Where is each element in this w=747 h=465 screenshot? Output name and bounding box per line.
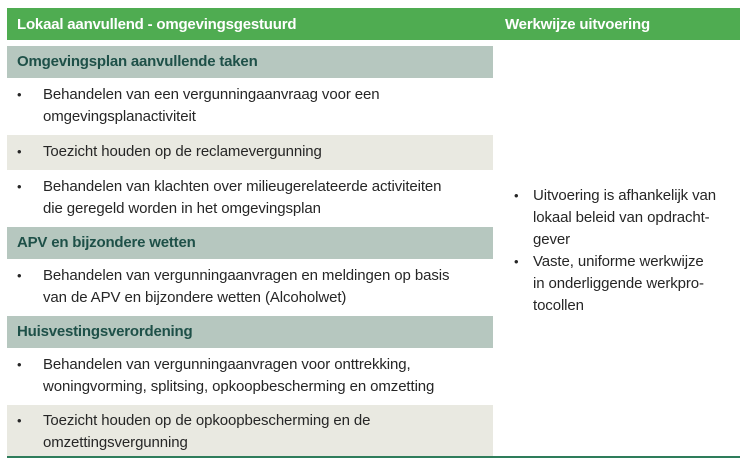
list-item-text [43,265,493,309]
text-line: Uitvoering is afhankelijk van [533,187,717,204]
text-line: Behandelen van vergunningaanvragen voor onttrekking, [43,356,411,373]
text-line: omzettingsvergunning [43,434,188,451]
text-line: omgevingsplanactiviteit [43,108,196,125]
list-item [7,135,493,170]
text-line: lokaal beleid van opdracht- [533,209,710,226]
list-item-text [533,185,740,251]
text-line: Vaste, uniforme werkwijze [533,253,704,270]
header-title-left: Lokaal aanvullend - omgevingsgestuurd [17,15,297,33]
list-item-text [43,176,493,220]
text-line: gever [533,231,571,248]
list-item [505,185,740,251]
text-line: Toezicht houden op de opkoopbescherming en de [43,412,371,429]
text-line: in onderliggende werkpro- [533,275,704,292]
text-line: Behandelen van vergunningaanvragen en meldingen op basis [43,267,450,284]
text-line: Behandelen van klachten over milieugerelateerde activiteiten [43,178,442,195]
text-line: Behandelen van een vergunningaanvraag voor een [43,86,380,103]
list-item-text [43,84,493,128]
list-item [7,348,493,405]
list-item-text [43,354,493,398]
text-line: tocollen [533,297,584,314]
list-item-text [533,251,740,317]
list-item [7,170,493,227]
section-header-huisvesting: Huisvestingsverordening [7,316,493,348]
text-line: van de APV en bijzondere wetten (Alcoholwet) [43,289,347,306]
bullet-icon: • [17,179,22,194]
bullet-icon: • [514,254,519,269]
section-header-omgevingsplan: Omgevingsplan aanvullende taken [7,46,493,78]
left-column [7,46,493,456]
text-line: die geregeld worden in het omgevingsplan [43,200,321,217]
list-item [7,259,493,316]
table-body [7,46,740,456]
bullet-icon: • [17,357,22,372]
bottom-border-line [7,456,740,458]
bullet-icon: • [514,188,519,203]
list-item-text [43,410,493,454]
bullet-icon: • [17,87,22,102]
header-title-right: Werkwijze uitvoering [505,15,650,33]
bullet-icon: • [17,144,22,159]
bullet-icon: • [17,268,22,283]
list-item [505,251,740,317]
list-item-text [43,141,493,163]
section-header-apv: APV en bijzondere wetten [7,227,493,259]
text-line: woningvorming, splitsing, opkoopbescherming en omzetting [43,378,435,395]
list-item [7,78,493,135]
text-line: Toezicht houden op de reclamevergunning [43,143,322,160]
right-column [505,46,740,456]
list-item [7,405,493,456]
bullet-icon: • [17,413,22,428]
table-header-row [7,8,740,40]
